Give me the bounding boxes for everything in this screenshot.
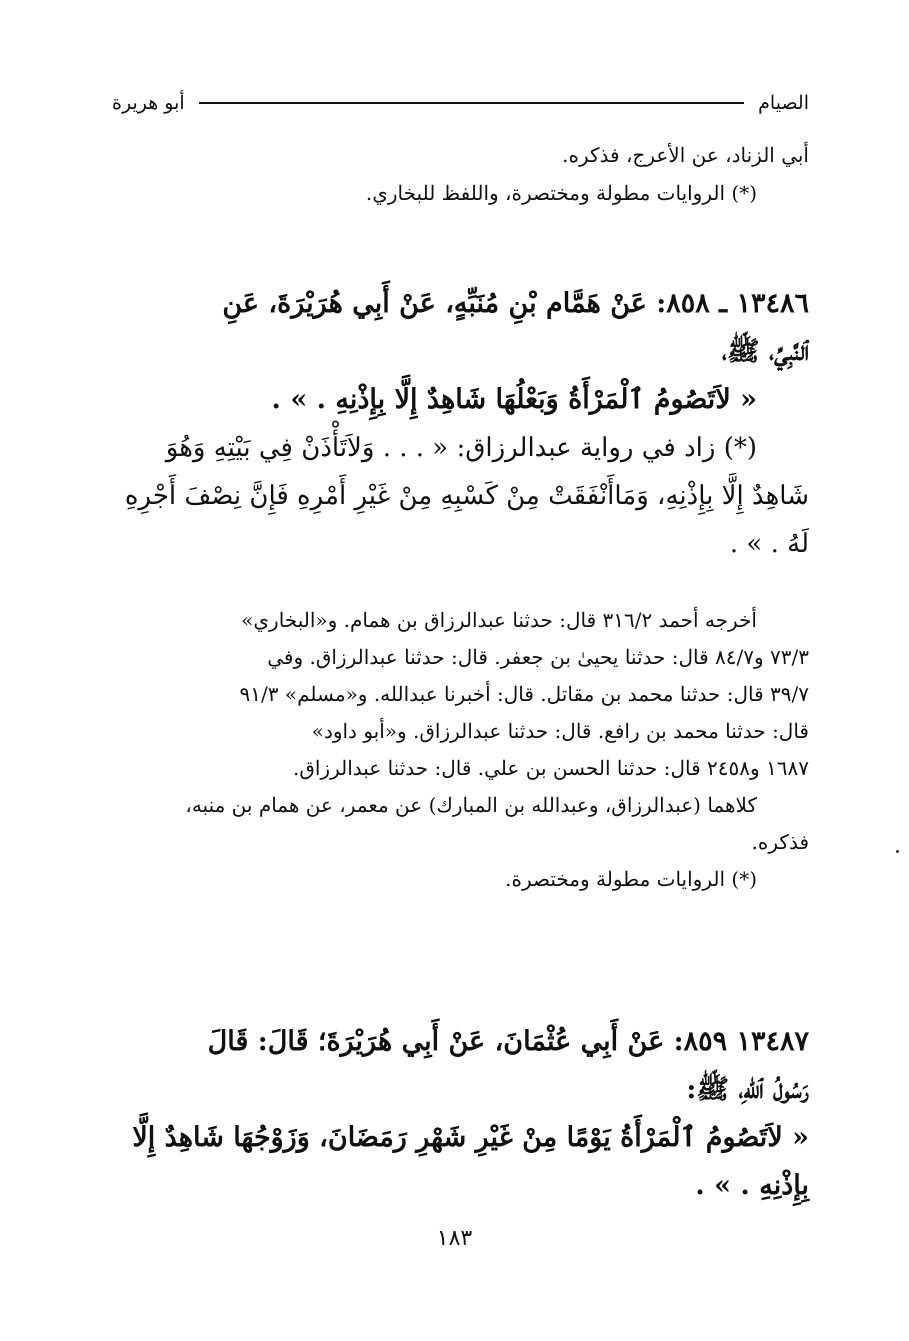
footnote-line: (*) الروايات مطولة ومختصرة. <box>505 867 757 891</box>
chapter-title: الصيام <box>758 92 809 114</box>
takhrij-line: قال: حدثنا محمد بن رافع. قال: حدثنا عبدالرزاق. و«أبو داود» <box>311 719 809 743</box>
takhrij-line: ٧٣/٣ و٨٤/٧ قال: حدثنا يحيىٰ بن جعفر. قال: حدثنا عبدالرزاق. وفي <box>267 645 809 669</box>
continuation-line: أبي الزناد، عن الأعرج، فذكره. <box>562 143 809 167</box>
hadith-13486 <box>112 280 809 568</box>
header-rule <box>199 102 745 104</box>
narrator-title: أبو هريرة <box>112 92 185 114</box>
scan-speck <box>896 850 899 853</box>
page-number: ١٨٣ <box>436 1226 473 1251</box>
hadith-isnad-line: ١٣٤٨٦ ـ ٨٥٨: عَنْ هَمَّام بْنِ مُنَبِّهٍ، عَنْ أَبِي هُرَيْرَةَ، عَنِ <box>222 288 809 319</box>
hadith-addition-line: لَهُ . » . <box>729 529 809 559</box>
hadith-13487 <box>112 1018 809 1210</box>
hadith-isnad-line: ١٣٤٨٧ ٨٥٩: عَنْ أَبِي عُثْمَانَ، عَنْ أَبِي هُرَيْرَةَ؛ قَالَ: قَالَ <box>207 1026 809 1057</box>
hadith-isnad-line: ٱلنَّبِيِّ، ﷺ، <box>721 336 809 367</box>
running-header <box>112 88 809 118</box>
takhrij-line: كلاهما (عبدالرزاق، وعبدالله بن المبارك) عن معمر، عن همام بن منبه، <box>185 793 757 817</box>
footnote-line: (*) الروايات مطولة ومختصرة، واللفظ للبخاري. <box>365 181 757 205</box>
takhrij-line: ٣٩/٧ قال: حدثنا محمد بن مقاتل. قال: أخبرنا عبدالله. و«مسلم» ٩١/٣ <box>239 682 809 706</box>
takhrij-line: فذكره. <box>751 830 809 854</box>
takhrij-block <box>112 602 809 898</box>
hadith-matn: بِإِذْنِهِ . » . <box>695 1170 809 1201</box>
hadith-addition-line: شَاهِدٌ إِلَّا بِإِذْنِهِ، وَمَاأَنْفَقَتْ مِنْ كَسْبِهِ مِنْ غَيْرِ أَمْرِهِ فَإِنَّ نِصْفَ أَجْرِهِ <box>124 481 809 511</box>
takhrij-line: ١٦٨٧ و٢٤٥٨ قال: حدثنا الحسن بن علي. قال: حدثنا عبدالرزاق. <box>292 756 809 780</box>
hadith-isnad-line: رَسُولُ ٱللهِ، ﷺ: <box>686 1074 809 1105</box>
hadith-matn: « لاَتَصُومُ ٱلْمَرْأَةُ يَوْمًا مِنْ غَيْرِ شَهْرِ رَمَضَانَ، وَزَوْجُهَا شَاهِدٌ إِلَّا <box>132 1122 809 1153</box>
takhrij-line: أخرجه أحمد ٣١٦/٢ قال: حدثنا عبدالرزاق بن همام. و«البخاري» <box>241 608 757 632</box>
hadith-matn: « لاَتَصُومُ ٱلْمَرْأَةُ وَبَعْلُهَا شَاهِدٌ إِلَّا بِإِذْنِهِ . » . <box>271 384 757 415</box>
continuation-block <box>112 140 809 208</box>
hadith-addition-line: (*) زاد في رواية عبدالرزاق: « . . . وَلاَتَأْذَنْ فِي بَيْتِهِ وَهُوَ <box>165 433 757 463</box>
